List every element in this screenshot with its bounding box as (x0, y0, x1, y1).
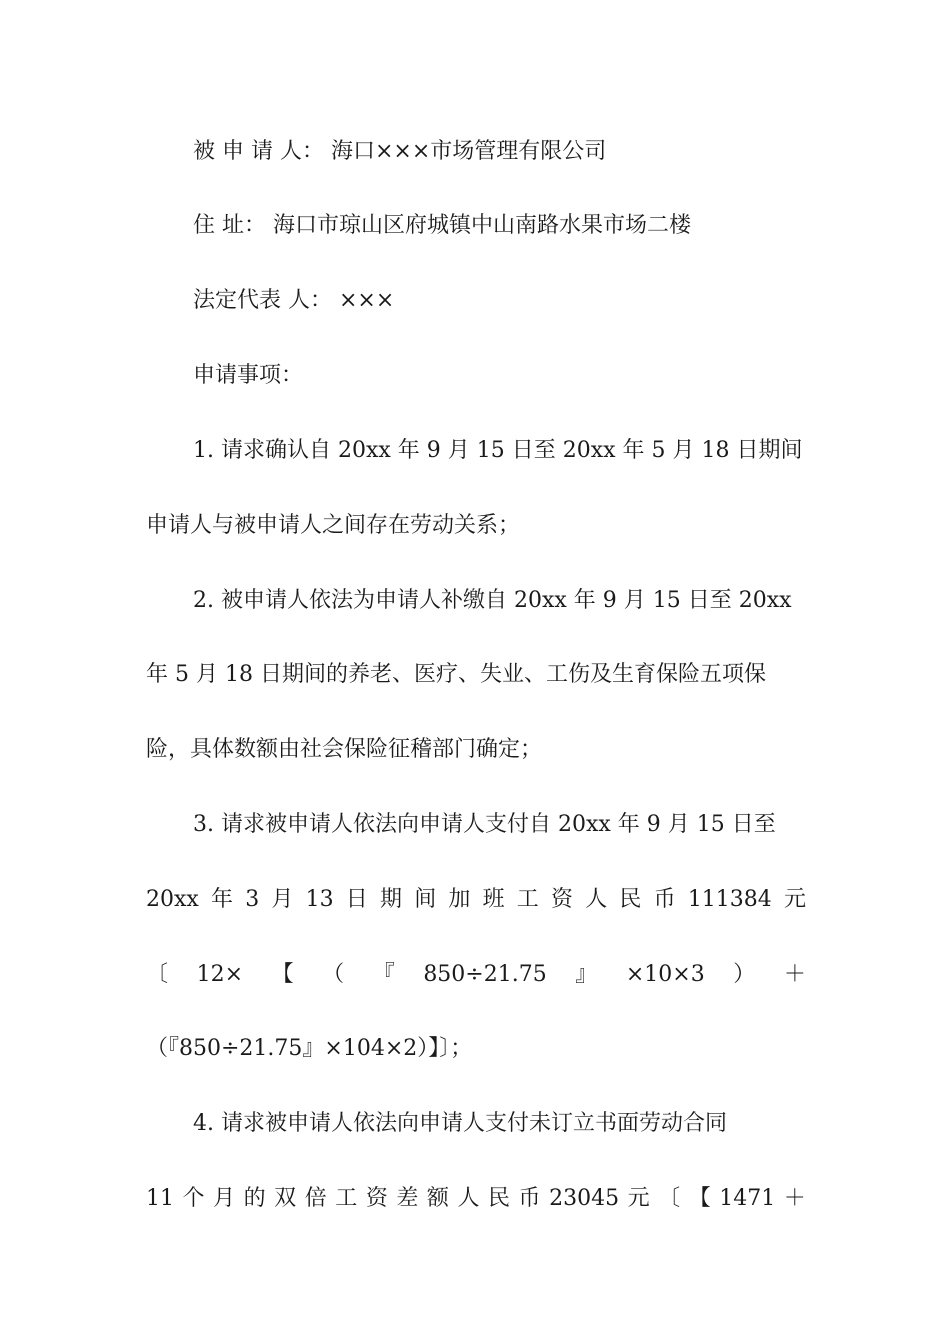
respondent-line (193, 135, 806, 169)
item-3-line-4: （『850÷21.75』×104×2）】〕； (146, 1036, 473, 1061)
line-token: 加 (448, 887, 471, 912)
legal-rep-value: ××× (339, 288, 395, 313)
line-token: 人 (457, 1186, 480, 1211)
item-2-line-2: 年 5 月 18 日期间的养老、医疗、失业、工伤及生育保险五项保 (146, 662, 766, 687)
item-1-line-1: 1. 请求确认自 20xx 年 9 月 15 日至 20xx 年 5 月 18 日期间 (193, 438, 803, 463)
line-token: 13 (305, 887, 334, 912)
item-4-line-1: 4. 请求被申请人依法向申请人支付未订立书面劳动合同 (193, 1111, 727, 1136)
line-token: 币 (518, 1186, 541, 1211)
line-token: 〔 (658, 1186, 681, 1211)
respondent-label: 被 申 请 人： (193, 139, 324, 164)
line-token: 的 (243, 1186, 266, 1211)
request-heading: 申请事项： (193, 363, 304, 388)
item-1-line-2: 申请人与被申请人之间存在劳动关系； (146, 513, 521, 538)
line-token: （ (322, 962, 345, 987)
line-token: 资 (551, 887, 574, 912)
line-token: 额 (426, 1186, 449, 1211)
line-token: ＋ (783, 962, 806, 987)
line-token: 工 (516, 887, 539, 912)
line-token: 3 (245, 887, 260, 912)
line-token: 工 (335, 1186, 358, 1211)
line-token: ） (733, 962, 756, 987)
item-4-line-2 (146, 1182, 806, 1216)
item-3-line-1: 3. 请求被申请人依法向申请人支付自 20xx 年 9 月 15 日至 (193, 812, 776, 837)
line-token: 』 (575, 962, 598, 987)
address-line (193, 209, 806, 243)
line-token: 月 (271, 887, 294, 912)
line-token: 月 (213, 1186, 236, 1211)
legal-rep-label: 法定代表 人： (193, 288, 332, 313)
item-2-line-3: 险，具体数额由社会保险征稽部门确定； (146, 737, 543, 762)
line-token: 『 (372, 962, 395, 987)
line-token: 850÷21.75 (423, 962, 547, 987)
line-token: ×10×3 (625, 962, 705, 987)
address-label: 住 址： (193, 213, 266, 238)
legal-rep-line (193, 284, 806, 318)
line-token: 民 (488, 1186, 511, 1211)
item-2-line-1: 2. 被申请人依法为申请人补缴自 20xx 年 9 月 15 日至 20xx (193, 588, 792, 613)
line-token: 年 (211, 887, 234, 912)
line-token: 1471 (719, 1186, 776, 1211)
line-token: 币 (653, 887, 676, 912)
line-token: 间 (414, 887, 437, 912)
line-token: 班 (482, 887, 505, 912)
line-token: 〔 (146, 962, 169, 987)
line-token: 差 (396, 1186, 419, 1211)
line-token: 日 (345, 887, 368, 912)
respondent-value: 海口×××市场管理有限公司 (330, 139, 607, 164)
line-token: 民 (619, 887, 642, 912)
line-token: 20xx (146, 887, 199, 912)
line-token: 23045 (549, 1186, 620, 1211)
line-token: 人 (585, 887, 608, 912)
item-3-line-2 (146, 883, 806, 917)
line-token: 【 (271, 962, 294, 987)
line-token: 11 (146, 1186, 174, 1211)
line-token: ＋ (783, 1186, 806, 1211)
line-token: 资 (365, 1186, 388, 1211)
line-token: 元 (627, 1186, 650, 1211)
line-token: 12× (196, 962, 244, 987)
line-token: 个 (182, 1186, 205, 1211)
line-token: 倍 (304, 1186, 327, 1211)
line-token: 双 (274, 1186, 297, 1211)
item-3-line-3 (146, 958, 806, 992)
line-token: 【 (688, 1186, 711, 1211)
address-value: 海口市琼山区府城镇中山南路水果市场二楼 (273, 213, 692, 238)
line-token: 期 (379, 887, 402, 912)
line-token: 111384 (687, 887, 772, 912)
line-token: 元 (783, 887, 806, 912)
